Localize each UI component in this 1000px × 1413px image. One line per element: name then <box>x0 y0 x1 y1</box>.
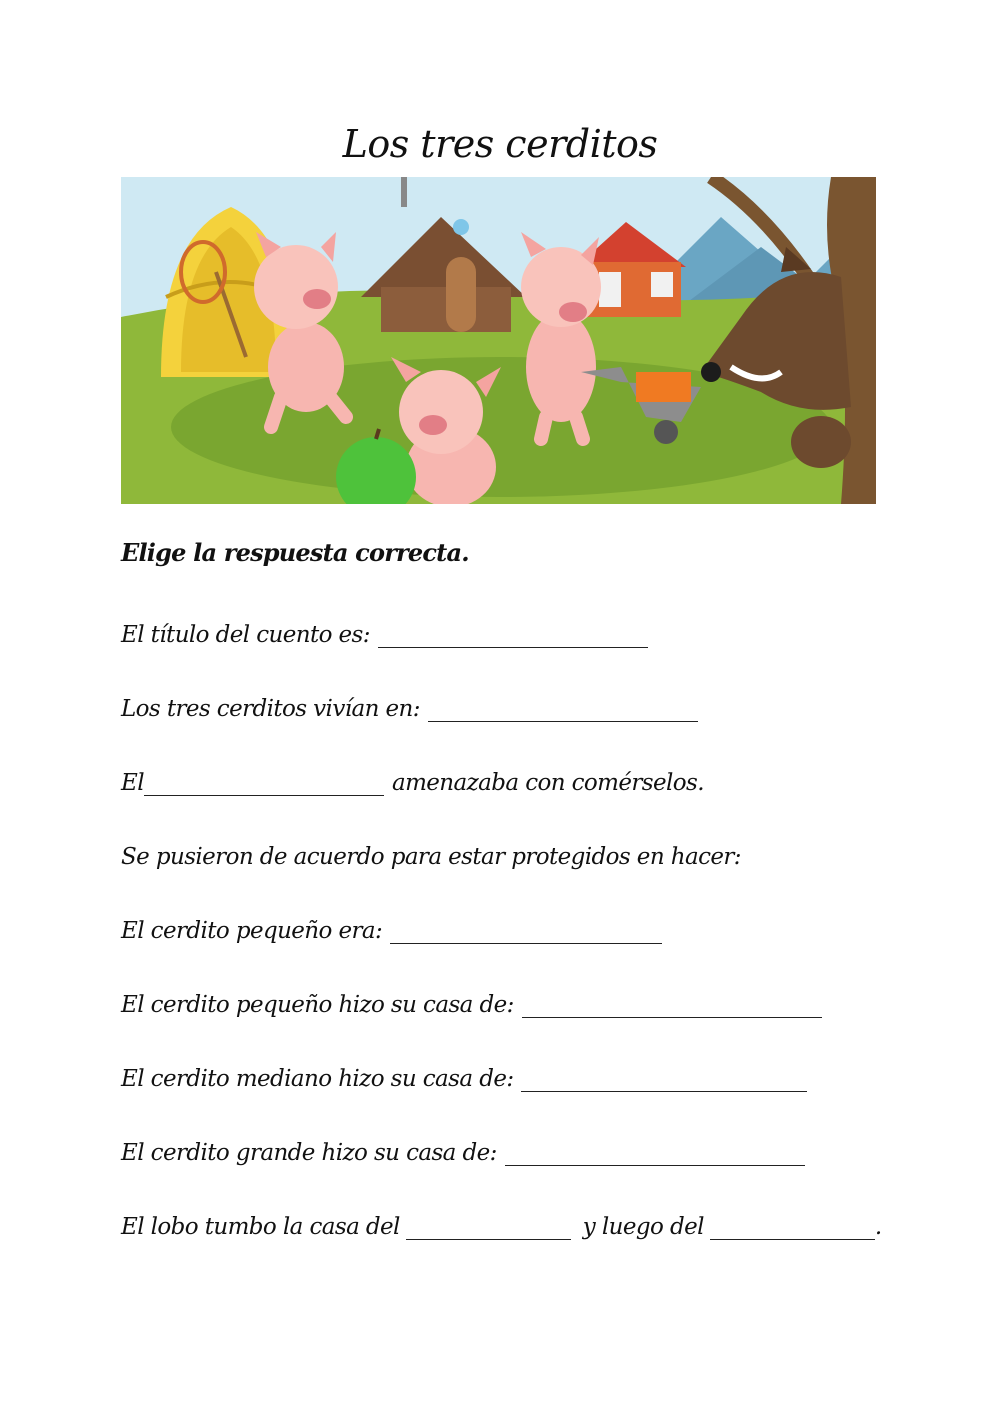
question-9 <box>121 1204 882 1240</box>
worksheet-title: Los tres cerditos <box>342 122 658 166</box>
answer-blank-6[interactable] <box>522 989 822 1018</box>
question-2-text: Los tres cerditos vivían en: <box>121 696 420 722</box>
question-3 <box>121 760 704 796</box>
question-4 <box>121 834 741 870</box>
question-3-text-after: amenazaba con comérselos. <box>391 770 704 796</box>
question-1 <box>121 612 648 648</box>
question-1-text: El título del cuento es: <box>121 622 370 648</box>
question-4-text: Se pusieron de acuerdo para estar protegidos en hacer: <box>121 844 741 870</box>
question-6-text: El cerdito pequeño hizo su casa de: <box>121 992 514 1018</box>
question-9-text-before: El lobo tumbo la casa del <box>121 1214 400 1240</box>
question-8 <box>121 1130 805 1166</box>
instruction-text: Elige la respuesta correcta. <box>121 538 469 567</box>
answer-blank-1[interactable] <box>378 619 648 648</box>
question-2 <box>121 686 698 722</box>
question-5-text: El cerdito pequeño era: <box>121 918 383 944</box>
question-7 <box>121 1056 807 1092</box>
question-6 <box>121 982 822 1018</box>
three-little-pigs-illustration <box>121 177 876 504</box>
answer-blank-9a[interactable] <box>406 1211 571 1240</box>
answer-blank-9b[interactable] <box>710 1211 875 1240</box>
question-9-text-middle: y luego del <box>582 1214 704 1240</box>
question-7-text: El cerdito mediano hizo su casa de: <box>121 1066 514 1092</box>
question-3-text-before: El <box>121 770 144 796</box>
answer-blank-7[interactable] <box>521 1063 807 1092</box>
question-5 <box>121 908 662 944</box>
answer-blank-5[interactable] <box>390 915 662 944</box>
question-9-text-after: . <box>874 1214 882 1240</box>
answer-blank-3[interactable] <box>144 767 384 796</box>
answer-blank-2[interactable] <box>428 693 698 722</box>
answer-blank-8[interactable] <box>505 1137 805 1166</box>
question-8-text: El cerdito grande hizo su casa de: <box>121 1140 497 1166</box>
